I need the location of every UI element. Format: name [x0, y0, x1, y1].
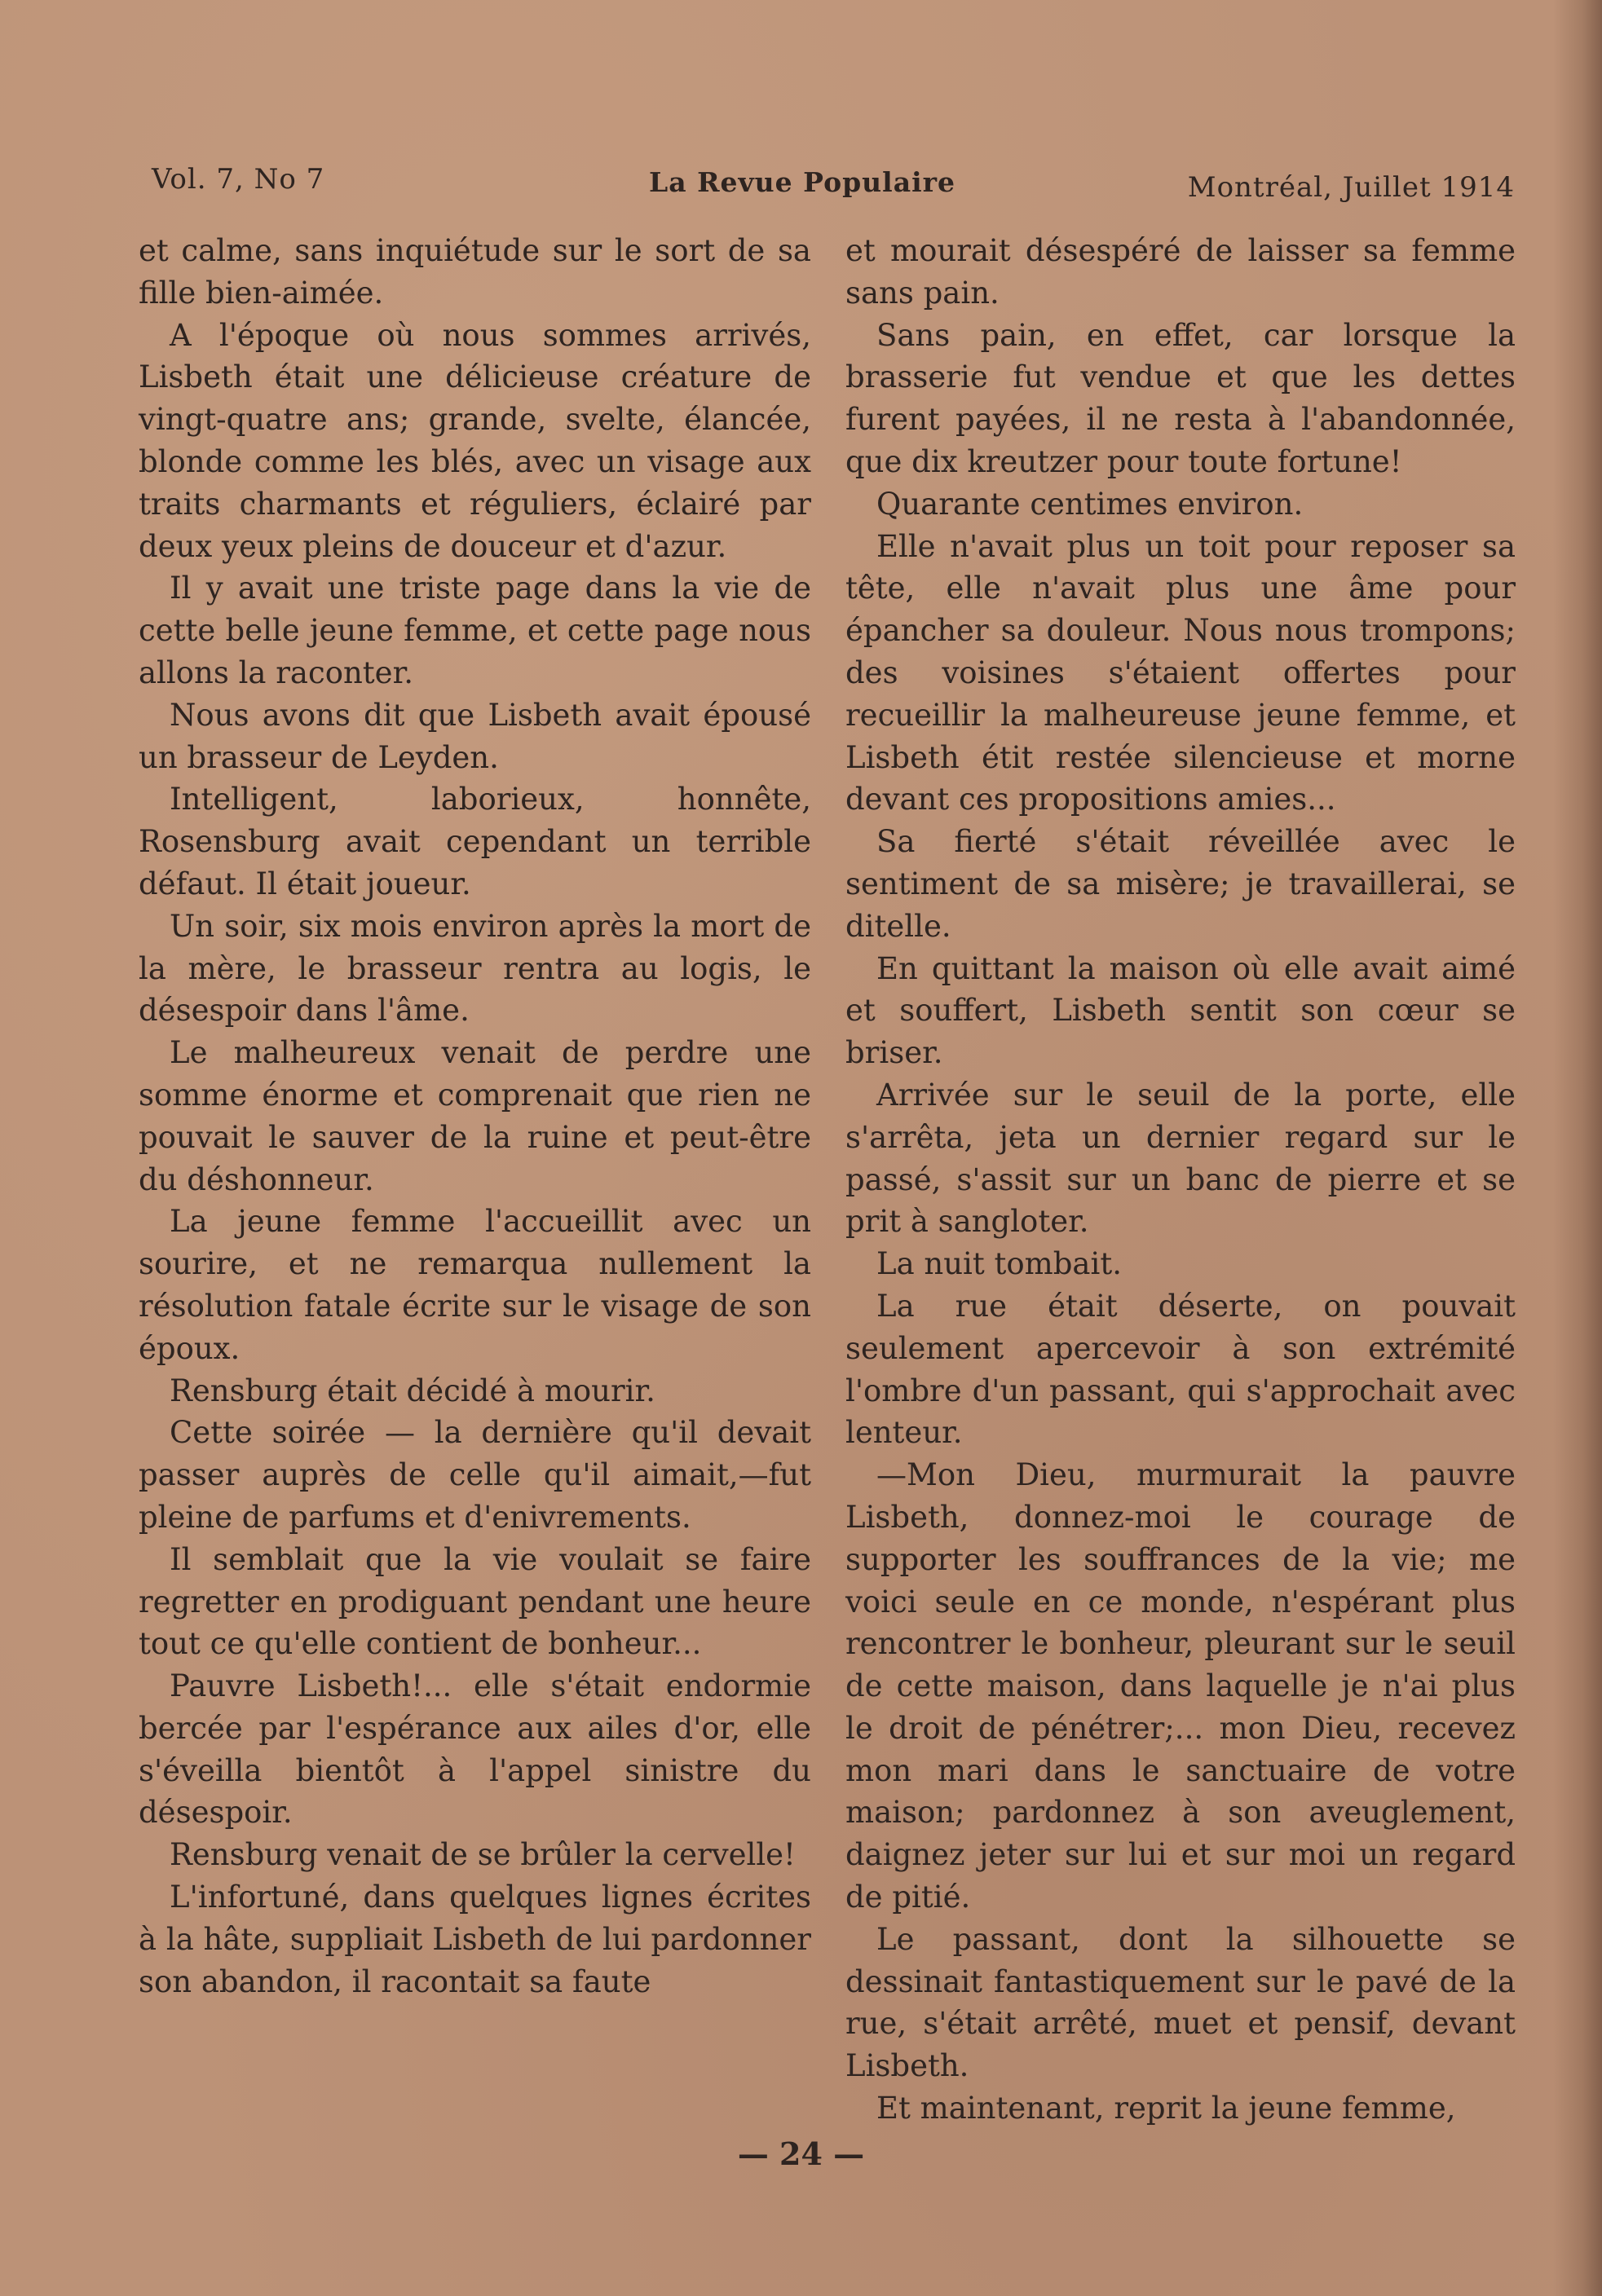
paragraph: et mourait désespéré de laisser sa femme sans pain.	[845, 233, 1516, 311]
right-column	[845, 230, 1516, 2130]
paragraph: Et maintenant, reprit la jeune femme,	[876, 2091, 1456, 2126]
paragraph: Nous avons dit que Lisbeth avait épousé un brasseur de Leyden.	[139, 697, 811, 775]
paragraph: Arrivée sur le seuil de la porte, elle s'arrêta, jeta un dernier regard sur le passé, s'assit sur un banc de pierre et se prit à sangloter.	[845, 1077, 1516, 1240]
paragraph: Sa fierté s'était réveillée avec le sentiment de sa misère; je travaillerai, se ditelle.	[845, 824, 1516, 944]
paragraph: Sans pain, en effet, car lorsque la brasserie fut vendue et que les dettes furent payées, il ne resta à l'abandonnée, que dix kreutzer pour toute fortune!	[845, 317, 1516, 479]
paragraph: Il semblait que la vie voulait se faire regretter en prodiguant pendant une heure tout ce qu'elle contient de bonheur...	[139, 1541, 811, 1662]
paragraph: Pauvre Lisbeth!... elle s'était endormie bercée par l'espérance aux ailes d'or, elle s'éveilla bientôt à l'appel sinistre du désespoir.	[139, 1668, 811, 1831]
volume-number: Vol. 7, No 7	[152, 163, 325, 196]
paragraph: En quittant la maison où elle avait aimé et souffert, Lisbeth sentit son cœur se briser.	[845, 950, 1516, 1071]
paragraph: Le malheureux venait de perdre une somme énorme et comprenait que rien ne pouvait le sauver de la ruine et peut-être du déshonneur.	[139, 1035, 811, 1197]
paragraph: La nuit tombait.	[876, 1246, 1122, 1282]
paragraph: La rue était déserte, on pouvait seulement apercevoir à son extrémité l'ombre d'un passant, qui s'approchait avec lenteur.	[845, 1288, 1516, 1451]
left-column	[139, 230, 811, 2003]
paragraph: L'infortuné, dans quelques lignes écrites à la hâte, suppliait Lisbeth de lui pardonner son abandon, il racontait sa faute	[139, 1880, 811, 1999]
paragraph: Rensburg venait de se brûler la cervelle!	[170, 1837, 796, 1873]
paragraph: Quarante centimes environ.	[876, 486, 1304, 522]
paragraph: Il y avait une triste page dans la vie de cette belle jeune femme, et cette page nous allons la raconter.	[139, 571, 811, 690]
publication-title: La Revue Populaire	[649, 166, 955, 198]
paragraph: et calme, sans inquiétude sur le sort de sa fille bien-aimée.	[139, 233, 811, 311]
paragraph: Le passant, dont la silhouette se dessinait fantastiquement sur le pavé de la rue, s'était arrêté, muet et pensif, devant Lisbeth.	[845, 1921, 1516, 2084]
page-number: — 24 —	[737, 2135, 865, 2172]
place-and-date: Montréal, Juillet 1914	[1187, 171, 1515, 204]
paragraph: Elle n'avait plus un toit pour reposer sa tête, elle n'avait plus une âme pour épancher sa douleur. Nous nous trompons; des voisines s'étaient offertes pour recueillir la malheureuse jeune femme, et Lisbeth étit restée silencieuse et morne devant ces propositions amies...	[845, 528, 1516, 817]
paragraph: Rensburg était décidé à mourir.	[170, 1373, 655, 1408]
paragraph: Cette soirée — la dernière qu'il devait passer auprès de celle qu'il aimait,—fut pleine de parfums et d'enivrements.	[139, 1415, 811, 1535]
paragraph: —Mon Dieu, murmurait la pauvre Lisbeth, donnez-moi le courage de supporter les souffrances de la vie; me voici seule en ce monde, n'espérant plus rencontrer le bonheur, pleurant sur le seuil de cette maison, dans laquelle je n'ai plus le droit de pénétrer;... mon Dieu, recevez mon mari dans le sanctuaire de votre maison; pardonnez à son aveuglement, daignez jeter sur lui et sur moi un regard de pitié.	[845, 1457, 1516, 1915]
paragraph: La jeune femme l'accueillit avec un sourire, et ne remarqua nullement la résolution fatale écrite sur le visage de son époux.	[139, 1204, 811, 1366]
running-header	[152, 163, 1515, 212]
paragraph: Un soir, six mois environ après la mort de la mère, le brasseur rentra au logis, le désespoir dans l'âme.	[139, 908, 811, 1029]
page-edge-shadow	[1553, 0, 1602, 2296]
paragraph: Intelligent, laborieux, honnête, Rosensburg avait cependant un terrible défaut. Il était joueur.	[139, 782, 811, 901]
paragraph: A l'époque où nous sommes arrivés, Lisbeth était une délicieuse créature de vingt-quatre ans; grande, svelte, élancée, blonde comme les blés, avec un visage aux traits charmants et réguliers, éclairé par deux yeux pleins de douceur et d'azur.	[139, 317, 811, 564]
